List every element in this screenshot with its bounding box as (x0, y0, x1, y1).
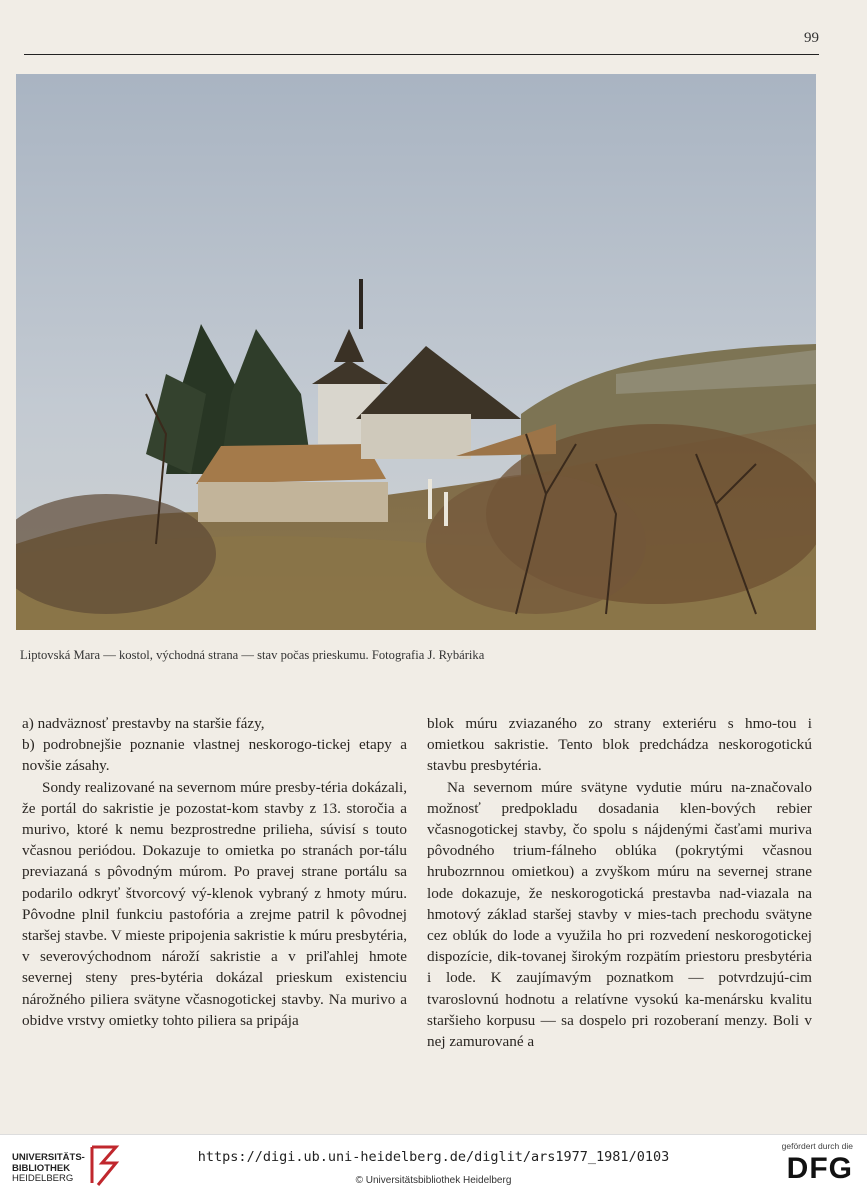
paragraph: b) podrobnejšie poznanie vlastnej neskorogo-tickej etapy a novšie zásahy. (22, 736, 407, 775)
text-column-left (22, 713, 407, 1031)
logo-line: BIBLIOTHEK (12, 1162, 71, 1174)
dfg-logo[interactable]: DFG (786, 1152, 853, 1185)
digitization-footer (0, 1134, 867, 1197)
text-column-right (427, 713, 812, 1052)
logo-line: UNIVERSITÄTS- (12, 1152, 85, 1163)
permalink-url[interactable]: https://digi.ub.uni-heidelberg.de/diglit/ars1977_1981/0103 (197, 1149, 670, 1165)
paragraph: blok múru zviazaného zo strany exteriéru s hmo-tou i omietkou sakristie. Tento blok predchádza neskorogotickú stavbu presbytéria. (427, 715, 812, 775)
figure-caption: Liptovská Mara — kostol, východná strana — stav počas prieskumu. Fotografia J. Rybárika (20, 648, 485, 662)
header-rule (24, 54, 819, 55)
funding-note: gefördert durch die (781, 1141, 853, 1151)
paragraph: a) nadväznosť prestavby na staršie fázy, (22, 715, 265, 732)
church-photograph (16, 74, 816, 630)
logo-line: HEIDELBERG (12, 1173, 74, 1184)
copyright-notice: © Universitätsbibliothek Heidelberg (355, 1175, 512, 1186)
page-number: 99 (804, 30, 819, 46)
paragraph: Sondy realizované na severnom múre presby-téria dokázali, že portál do sakristie je pozostat-kom stavby z 13. storočia a murivo, ktoré k nemu bezprostredne prilieha, súvisí s touto včasnou periódou. Dokazuje to omietka po stranách por-tálu previazaná s pôvodným múrom. Po pravej strane portálu sa podarilo odkryť štvorcový vý-klenok vybraný z hmoty múru. Pôvodne plnil funkciu pastofória a zrejme patril k pôvodnej staršej stavbe. V mieste pripojenia sakristie k múru presbytéria, v severovýchodnom nároží sakristie a v priľahlej hmote severnej steny pres-bytéria dokázal prieskum existenciu nárožného piliera svätyne včasnogotickej stavby. Na murivo a obidve vrstvy omietky tohto piliera sa pripája (22, 778, 407, 1029)
paragraph: Na severnom múre svätyne vydutie múru na-značovalo možnosť predpokladu dosadania klen-bových rebier včasnogotickej stavby, čo spolu s nájdenými časťami muriva pôvodného trium-fálneho oblúka (pokrytými včasnou hrubozrnnou omietkou) a zvyškom múru na severnej strane lode dokazuje, že neskorogotická prestavba nad-viazala na hmotový základ staršej stavby v mies-tach prechodu svätyne cez oblúk do lode a využila ho pri rozvedení neskorogotickej dispozície, dik-tovanej širokým rozpätím priestoru presbytéria i lode. K zaujímavým poznatkom — potvrdzujú-cim tvaroslovnú hodnotu a relatívne vysokú ka-menársku kvalitu staršieho korpusu — sa dospelo pri rozoberaní menzy. Boli v nej zamurované a (427, 778, 812, 1051)
church-photo-illustration (16, 74, 816, 630)
